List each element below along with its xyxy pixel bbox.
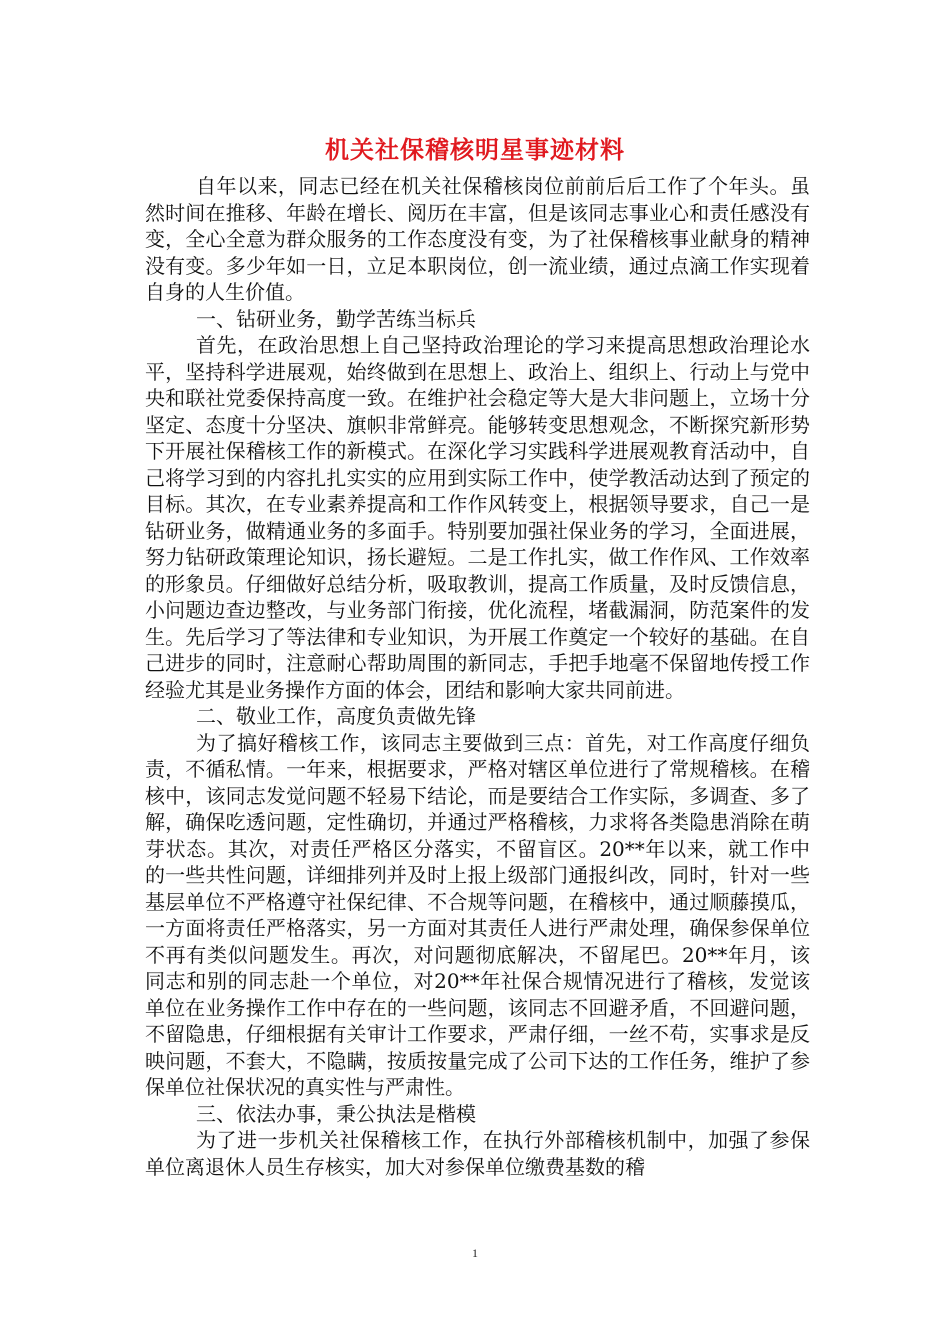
document-body	[145, 173, 810, 1180]
section-heading-2: 二、敬业工作，高度负责做先锋	[196, 704, 476, 728]
section-heading-3: 三、依法办事，秉公执法是楷模	[196, 1101, 476, 1126]
paragraph-section-2: 为了搞好稽核工作，该同志主要做到三点：首先，对工作高度仔细负责，不循私情。一年来，根据要求，严格对辖区单位进行了常规稽核。在稽核中，该同志发觉问题不轻易下结论，而是要结合工作实际，多调查、多了解，确保吃透问题，定性确切，并通过严格稽核，力求将各类隐患消除在萌芽状态。其次，对责任严格区分落实，不留盲区。20**年以来，就工作中的一些共性问题，详细排列并及时上报上级部门通报纠改，同时，针对一些基层单位不严格遵守社保纪律、不合规等问题，在稽核中，通过顺藤摸瓜，一方面将责任严格落实，另一方面对其责任人进行严肃处理，确保参保单位不再有类似问题发生。再次，对问题彻底解决，不留尾巴。20**年月，该同志和别的同志赴一个单位，对20**年社保合规情况进行了稽核，发觉该单位在业务操作工作中存在的一些问题，该同志不回避矛盾，不回避问题，不留隐患，仔细根据有关审计工作要求，严肃仔细，一丝不苟，实事求是反映问题，不套大，不隐瞒，按质按量完成了公司下达的工作任务，维护了参保单位社保状况的真实性与严肃性。	[145, 730, 810, 1099]
page-number: 1	[472, 1246, 478, 1260]
document-title: 机关社保稽核明星事迹材料	[325, 135, 625, 164]
section-heading-1: 一、钻研业务，勤学苦练当标兵	[196, 306, 476, 331]
paragraph-section-3: 为了进一步机关社保稽核工作，在执行外部稽核机制中，加强了参保单位离退休人员生存核实，加大对参保单位缴费基数的稽	[145, 1128, 810, 1179]
paragraph-section-1: 首先，在政治思想上自己坚持政治理论的学习来提高思想政治理论水平，坚持科学进展观，始终做到在思想上、政治上、组织上、行动上与党中央和联社党委保持高度一致。在维护社会稳定等大是大非问题上，立场十分坚定、态度十分坚决、旗帜非常鲜亮。能够转变思想观念，不断探究新形势下开展社保稽核工作的新模式。在深化学习实践科学进展观教育活动中，自己将学习到的内容扎扎实实的应用到实际工作中，使学教活动达到了预定的目标。其次，在专业素养提高和工作作风转变上，根据领导要求，自己一是钻研业务，做精通业务的多面手。特别要加强社保业务的学习，全面进展，努力钻研政策理论知识，扬长避短。二是工作扎实，做工作作风、工作效率的形象员。仔细做好总结分析，吸取教训，提高工作质量，及时反馈信息，小问题边查边整改，与业务部门衔接，优化流程，堵截漏洞，防范案件的发生。先后学习了等法律和专业知识，为开展工作奠定一个较好的基础。在自己进步的同时，注意耐心帮助周围的新同志，手把手地毫不保留地传授工作经验尤其是业务操作方面的体会，团结和影响大家共同前进。	[145, 333, 810, 702]
paragraph-intro: 自年以来，同志已经在机关社保稽核岗位前前后后工作了个年头。虽然时间在推移、年龄在增长、阅历在丰富，但是该同志事业心和责任感没有变，全心全意为群众服务的工作态度没有变，为了社保稽核事业献身的精神没有变。多少年如一日，立足本职岗位，创一流业绩，通过点滴工作实现着自身的人生价值。	[145, 174, 810, 304]
